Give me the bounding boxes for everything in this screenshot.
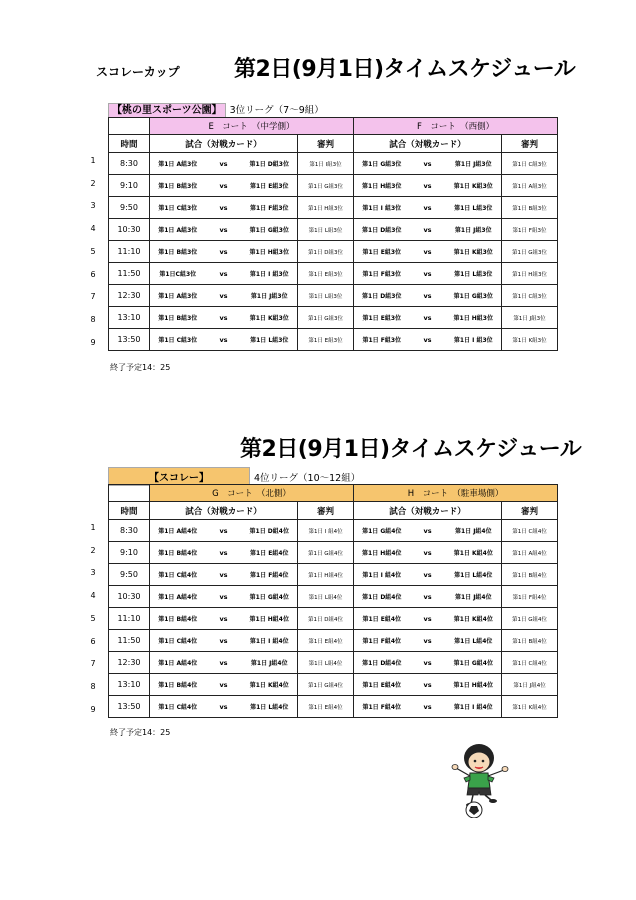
referee-column-header-right: 審判 bbox=[502, 502, 558, 520]
table-row bbox=[109, 630, 558, 652]
right-away-team: 第1日 I 組4位 bbox=[446, 696, 502, 718]
court-right-label: H コート （駐車場側） bbox=[354, 485, 558, 502]
vs-label: vs bbox=[410, 197, 446, 219]
left-home-team: 第1日 B組4位 bbox=[150, 542, 206, 564]
left-home-team: 第1日 A組4位 bbox=[150, 586, 206, 608]
right-away-team: 第1日 J組4位 bbox=[446, 520, 502, 542]
left-home-team: 第1日 C組3位 bbox=[150, 329, 206, 351]
vs-label: vs bbox=[410, 630, 446, 652]
right-away-team: 第1日 K組4位 bbox=[446, 608, 502, 630]
venue-header-1 bbox=[108, 101, 324, 116]
left-referee-team: 第1日 I 組4位 bbox=[298, 520, 354, 542]
left-referee-team: 第1日 E組4位 bbox=[298, 630, 354, 652]
row-number: 5 bbox=[90, 613, 96, 623]
right-away-team: 第1日 J組3位 bbox=[446, 153, 502, 175]
row-number: 6 bbox=[90, 269, 96, 279]
left-referee-team: 第1日 G組3位 bbox=[298, 307, 354, 329]
left-away-team: 第1日 J組4位 bbox=[242, 652, 298, 674]
right-referee-team: 第1日 F組3位 bbox=[502, 219, 558, 241]
right-home-team: 第1日 I 組3位 bbox=[354, 197, 410, 219]
schedule-table-2 bbox=[108, 484, 558, 718]
vs-label: vs bbox=[206, 630, 242, 652]
right-away-team: 第1日 G組3位 bbox=[446, 285, 502, 307]
left-home-team: 第1日 A組3位 bbox=[150, 153, 206, 175]
match-column-header-right: 試合（対戦カード） bbox=[354, 135, 502, 153]
vs-label: vs bbox=[206, 175, 242, 197]
right-referee-team: 第1日 K組3位 bbox=[502, 329, 558, 351]
left-away-team: 第1日 E組4位 bbox=[242, 542, 298, 564]
match-time: 8:30 bbox=[109, 520, 150, 542]
right-referee-team: 第1日 H組3位 bbox=[502, 263, 558, 285]
match-time: 10:30 bbox=[109, 219, 150, 241]
right-home-team: 第1日 E組4位 bbox=[354, 674, 410, 696]
table-row bbox=[109, 542, 558, 564]
match-time: 12:30 bbox=[109, 652, 150, 674]
right-away-team: 第1日 G組4位 bbox=[446, 652, 502, 674]
left-away-team: 第1日 D組4位 bbox=[242, 520, 298, 542]
court-corner-cell bbox=[109, 118, 150, 135]
table-row bbox=[109, 307, 558, 329]
vs-label: vs bbox=[206, 241, 242, 263]
schedule-title-2: 第2日(9月1日)タイムスケジュール bbox=[240, 437, 582, 462]
match-time: 11:50 bbox=[109, 263, 150, 285]
left-home-team: 第1日C組3位 bbox=[150, 263, 206, 285]
vs-label: vs bbox=[410, 608, 446, 630]
left-home-team: 第1日 C組4位 bbox=[150, 696, 206, 718]
vs-label: vs bbox=[410, 329, 446, 351]
match-time: 13:50 bbox=[109, 696, 150, 718]
right-away-team: 第1日 K組3位 bbox=[446, 241, 502, 263]
right-referee-team: 第1日 C組3位 bbox=[502, 153, 558, 175]
vs-label: vs bbox=[206, 153, 242, 175]
left-home-team: 第1日 A組4位 bbox=[150, 520, 206, 542]
left-referee-team: 第1日 H組4位 bbox=[298, 564, 354, 586]
table-row bbox=[109, 608, 558, 630]
match-column-header-left: 試合（対戦カード） bbox=[150, 502, 298, 520]
vs-label: vs bbox=[206, 674, 242, 696]
left-referee-team: 第1日 E組3位 bbox=[298, 263, 354, 285]
match-column-header-right: 試合（対戦カード） bbox=[354, 502, 502, 520]
vs-label: vs bbox=[410, 219, 446, 241]
right-home-team: 第1日 D組4位 bbox=[354, 652, 410, 674]
left-referee-team: 第1日 L組4位 bbox=[298, 586, 354, 608]
match-column-header-left: 試合（対戦カード） bbox=[150, 135, 298, 153]
right-referee-team: 第1日 B組4位 bbox=[502, 630, 558, 652]
left-home-team: 第1日 C組4位 bbox=[150, 564, 206, 586]
left-away-team: 第1日 G組4位 bbox=[242, 586, 298, 608]
table-row bbox=[109, 263, 558, 285]
row-number: 4 bbox=[90, 224, 96, 234]
time-column-header: 時間 bbox=[109, 502, 150, 520]
left-home-team: 第1日 B組4位 bbox=[150, 674, 206, 696]
time-column-header: 時間 bbox=[109, 135, 150, 153]
left-away-team: 第1日 K組3位 bbox=[242, 307, 298, 329]
row-number: 4 bbox=[90, 591, 96, 601]
left-referee-team: 第1日 G組4位 bbox=[298, 542, 354, 564]
right-away-team: 第1日 K組4位 bbox=[446, 542, 502, 564]
right-referee-team: 第1日 C組3位 bbox=[502, 285, 558, 307]
left-away-team: 第1日 E組3位 bbox=[242, 175, 298, 197]
row-number: 8 bbox=[90, 681, 96, 691]
right-home-team: 第1日 H組3位 bbox=[354, 175, 410, 197]
left-referee-team: 第1日 L組3位 bbox=[298, 219, 354, 241]
left-referee-team: 第1日 G組4位 bbox=[298, 674, 354, 696]
row-number: 2 bbox=[90, 178, 96, 188]
vs-label: vs bbox=[206, 263, 242, 285]
table-row bbox=[109, 197, 558, 219]
left-referee-team: 第1日 D組4位 bbox=[298, 608, 354, 630]
right-referee-team: 第1日 G組4位 bbox=[502, 608, 558, 630]
left-home-team: 第1日 A組4位 bbox=[150, 652, 206, 674]
left-away-team: 第1日 L組4位 bbox=[242, 696, 298, 718]
table-row bbox=[109, 674, 558, 696]
table-row bbox=[109, 285, 558, 307]
match-time: 11:50 bbox=[109, 630, 150, 652]
right-away-team: 第1日 J組3位 bbox=[446, 219, 502, 241]
vs-label: vs bbox=[206, 652, 242, 674]
table-row bbox=[109, 586, 558, 608]
row-number: 1 bbox=[90, 523, 96, 532]
left-home-team: 第1日 B組3位 bbox=[150, 175, 206, 197]
right-away-team: 第1日 I 組3位 bbox=[446, 329, 502, 351]
row-number: 6 bbox=[90, 636, 96, 646]
right-home-team: 第1日 E組3位 bbox=[354, 307, 410, 329]
left-referee-team: 第1日 H組3位 bbox=[298, 197, 354, 219]
table-row bbox=[109, 241, 558, 263]
column-header-row bbox=[109, 502, 558, 520]
right-home-team: 第1日 G組4位 bbox=[354, 520, 410, 542]
vs-label: vs bbox=[206, 329, 242, 351]
right-away-team: 第1日 K組3位 bbox=[446, 175, 502, 197]
vs-label: vs bbox=[206, 520, 242, 542]
right-home-team: 第1日 E組3位 bbox=[354, 241, 410, 263]
left-away-team: 第1日 F組3位 bbox=[242, 197, 298, 219]
row-number: 3 bbox=[90, 568, 96, 578]
vs-label: vs bbox=[410, 263, 446, 285]
vs-label: vs bbox=[410, 674, 446, 696]
vs-label: vs bbox=[206, 307, 242, 329]
left-away-team: 第1日 I 組3位 bbox=[242, 263, 298, 285]
right-home-team: 第1日 E組4位 bbox=[354, 608, 410, 630]
table-row bbox=[109, 652, 558, 674]
vs-label: vs bbox=[410, 652, 446, 674]
match-time: 13:10 bbox=[109, 674, 150, 696]
left-home-team: 第1日 A組3位 bbox=[150, 285, 206, 307]
referee-column-header-left: 審判 bbox=[298, 135, 354, 153]
right-referee-team: 第1日 J組3位 bbox=[502, 307, 558, 329]
row-number: 7 bbox=[90, 292, 96, 302]
venue-name-1: 【桃の里スポーツ公園】 bbox=[108, 103, 226, 118]
left-away-team: 第1日 G組3位 bbox=[242, 219, 298, 241]
right-home-team: 第1日 F組3位 bbox=[354, 329, 410, 351]
match-time: 9:50 bbox=[109, 197, 150, 219]
row-number: 7 bbox=[90, 659, 96, 669]
right-referee-team: 第1日 B組4位 bbox=[502, 564, 558, 586]
match-time: 9:10 bbox=[109, 542, 150, 564]
league-label-1: 3位リーグ（7～9組） bbox=[229, 105, 324, 116]
match-time: 8:30 bbox=[109, 153, 150, 175]
left-referee-team: 第1日 E組3位 bbox=[298, 329, 354, 351]
league-label-2: 4位リーグ（10～12組） bbox=[254, 473, 361, 484]
vs-label: vs bbox=[206, 197, 242, 219]
vs-label: vs bbox=[206, 696, 242, 718]
vs-label: vs bbox=[206, 608, 242, 630]
right-home-team: 第1日 F組4位 bbox=[354, 696, 410, 718]
match-time: 9:10 bbox=[109, 175, 150, 197]
vs-label: vs bbox=[206, 564, 242, 586]
vs-label: vs bbox=[410, 564, 446, 586]
table-row bbox=[109, 219, 558, 241]
referee-column-header-left: 審判 bbox=[298, 502, 354, 520]
row-number: 1 bbox=[90, 156, 96, 165]
right-referee-team: 第1日 C組4位 bbox=[502, 520, 558, 542]
vs-label: vs bbox=[206, 285, 242, 307]
right-home-team: 第1日 F組3位 bbox=[354, 263, 410, 285]
vs-label: vs bbox=[206, 586, 242, 608]
right-referee-team: 第1日 B組3位 bbox=[502, 197, 558, 219]
left-away-team: 第1日 J組3位 bbox=[242, 285, 298, 307]
vs-label: vs bbox=[410, 696, 446, 718]
left-referee-team: 第1日 E組4位 bbox=[298, 696, 354, 718]
right-referee-team: 第1日 J組4位 bbox=[502, 674, 558, 696]
right-referee-team: 第1日 K組4位 bbox=[502, 696, 558, 718]
column-header-row bbox=[109, 135, 558, 153]
match-time: 9:50 bbox=[109, 564, 150, 586]
right-referee-team: 第1日 A組4位 bbox=[502, 542, 558, 564]
vs-label: vs bbox=[410, 175, 446, 197]
right-home-team: 第1日 F組4位 bbox=[354, 630, 410, 652]
right-home-team: 第1日 H組4位 bbox=[354, 542, 410, 564]
vs-label: vs bbox=[410, 586, 446, 608]
match-time: 11:10 bbox=[109, 241, 150, 263]
left-away-team: 第1日 H組3位 bbox=[242, 241, 298, 263]
table-row bbox=[109, 696, 558, 718]
vs-label: vs bbox=[410, 285, 446, 307]
brand-name: スコレーカップ bbox=[96, 65, 180, 79]
table-row bbox=[109, 153, 558, 175]
left-away-team: 第1日 F組4位 bbox=[242, 564, 298, 586]
court-corner-cell bbox=[109, 485, 150, 502]
left-referee-team: 第1日 L組3位 bbox=[298, 285, 354, 307]
row-number: 9 bbox=[90, 704, 96, 714]
row-number: 5 bbox=[90, 246, 96, 256]
left-away-team: 第1日 D組3位 bbox=[242, 153, 298, 175]
right-referee-team: 第1日 F組4位 bbox=[502, 586, 558, 608]
court-left-label: G コート （北側） bbox=[150, 485, 354, 502]
left-home-team: 第1日 B組4位 bbox=[150, 608, 206, 630]
venue-name-2: 【スコレー】 bbox=[108, 467, 250, 486]
left-away-team: 第1日 H組4位 bbox=[242, 608, 298, 630]
match-time: 12:30 bbox=[109, 285, 150, 307]
right-away-team: 第1日 L組3位 bbox=[446, 197, 502, 219]
vs-label: vs bbox=[206, 219, 242, 241]
vs-label: vs bbox=[410, 542, 446, 564]
right-referee-team: 第1日 C組4位 bbox=[502, 652, 558, 674]
right-away-team: 第1日 L組4位 bbox=[446, 564, 502, 586]
table-row bbox=[109, 564, 558, 586]
left-referee-team: 第1日 G組3位 bbox=[298, 175, 354, 197]
table-row bbox=[109, 329, 558, 351]
right-home-team: 第1日 I 組4位 bbox=[354, 564, 410, 586]
right-away-team: 第1日 L組4位 bbox=[446, 630, 502, 652]
right-away-team: 第1日 H組3位 bbox=[446, 307, 502, 329]
right-home-team: 第1日 D組3位 bbox=[354, 285, 410, 307]
vs-label: vs bbox=[410, 520, 446, 542]
vs-label: vs bbox=[410, 241, 446, 263]
left-referee-team: 第1日 D組3位 bbox=[298, 241, 354, 263]
right-away-team: 第1日 H組4位 bbox=[446, 674, 502, 696]
row-number: 8 bbox=[90, 314, 96, 324]
vs-label: vs bbox=[206, 542, 242, 564]
table-row bbox=[109, 520, 558, 542]
right-home-team: 第1日 G組3位 bbox=[354, 153, 410, 175]
left-home-team: 第1日 C組4位 bbox=[150, 630, 206, 652]
court-header-row bbox=[109, 485, 558, 502]
left-home-team: 第1日 B組3位 bbox=[150, 241, 206, 263]
right-referee-team: 第1日 A組3位 bbox=[502, 175, 558, 197]
vs-label: vs bbox=[410, 307, 446, 329]
right-home-team: 第1日 D組4位 bbox=[354, 586, 410, 608]
end-time-note-1: 終了予定14：25 bbox=[110, 363, 171, 372]
left-referee-team: 第1日 I組3位 bbox=[298, 153, 354, 175]
referee-column-header-right: 審判 bbox=[502, 135, 558, 153]
left-away-team: 第1日 K組4位 bbox=[242, 674, 298, 696]
schedule-table-1 bbox=[108, 117, 558, 351]
match-time: 11:10 bbox=[109, 608, 150, 630]
right-referee-team: 第1日 G組3位 bbox=[502, 241, 558, 263]
left-referee-team: 第1日 L組4位 bbox=[298, 652, 354, 674]
match-time: 13:50 bbox=[109, 329, 150, 351]
match-time: 10:30 bbox=[109, 586, 150, 608]
left-away-team: 第1日 L組3位 bbox=[242, 329, 298, 351]
left-home-team: 第1日 A組3位 bbox=[150, 219, 206, 241]
soccer-mascot-illustration bbox=[446, 740, 516, 818]
court-left-label: E コート （中学側） bbox=[150, 118, 354, 135]
end-time-note-2: 終了予定14：25 bbox=[110, 728, 171, 737]
left-home-team: 第1日 B組3位 bbox=[150, 307, 206, 329]
row-number: 2 bbox=[90, 545, 96, 555]
right-home-team: 第1日 D組3位 bbox=[354, 219, 410, 241]
court-header-row bbox=[109, 118, 558, 135]
left-away-team: 第1日 I 組4位 bbox=[242, 630, 298, 652]
row-number: 3 bbox=[90, 201, 96, 211]
vs-label: vs bbox=[410, 153, 446, 175]
right-away-team: 第1日 L組3位 bbox=[446, 263, 502, 285]
table-row bbox=[109, 175, 558, 197]
court-right-label: F コート （西側） bbox=[354, 118, 558, 135]
right-away-team: 第1日 J組4位 bbox=[446, 586, 502, 608]
left-home-team: 第1日 C組3位 bbox=[150, 197, 206, 219]
schedule-title-1: 第2日(9月1日)タイムスケジュール bbox=[234, 57, 576, 82]
match-time: 13:10 bbox=[109, 307, 150, 329]
row-number: 9 bbox=[90, 337, 96, 347]
